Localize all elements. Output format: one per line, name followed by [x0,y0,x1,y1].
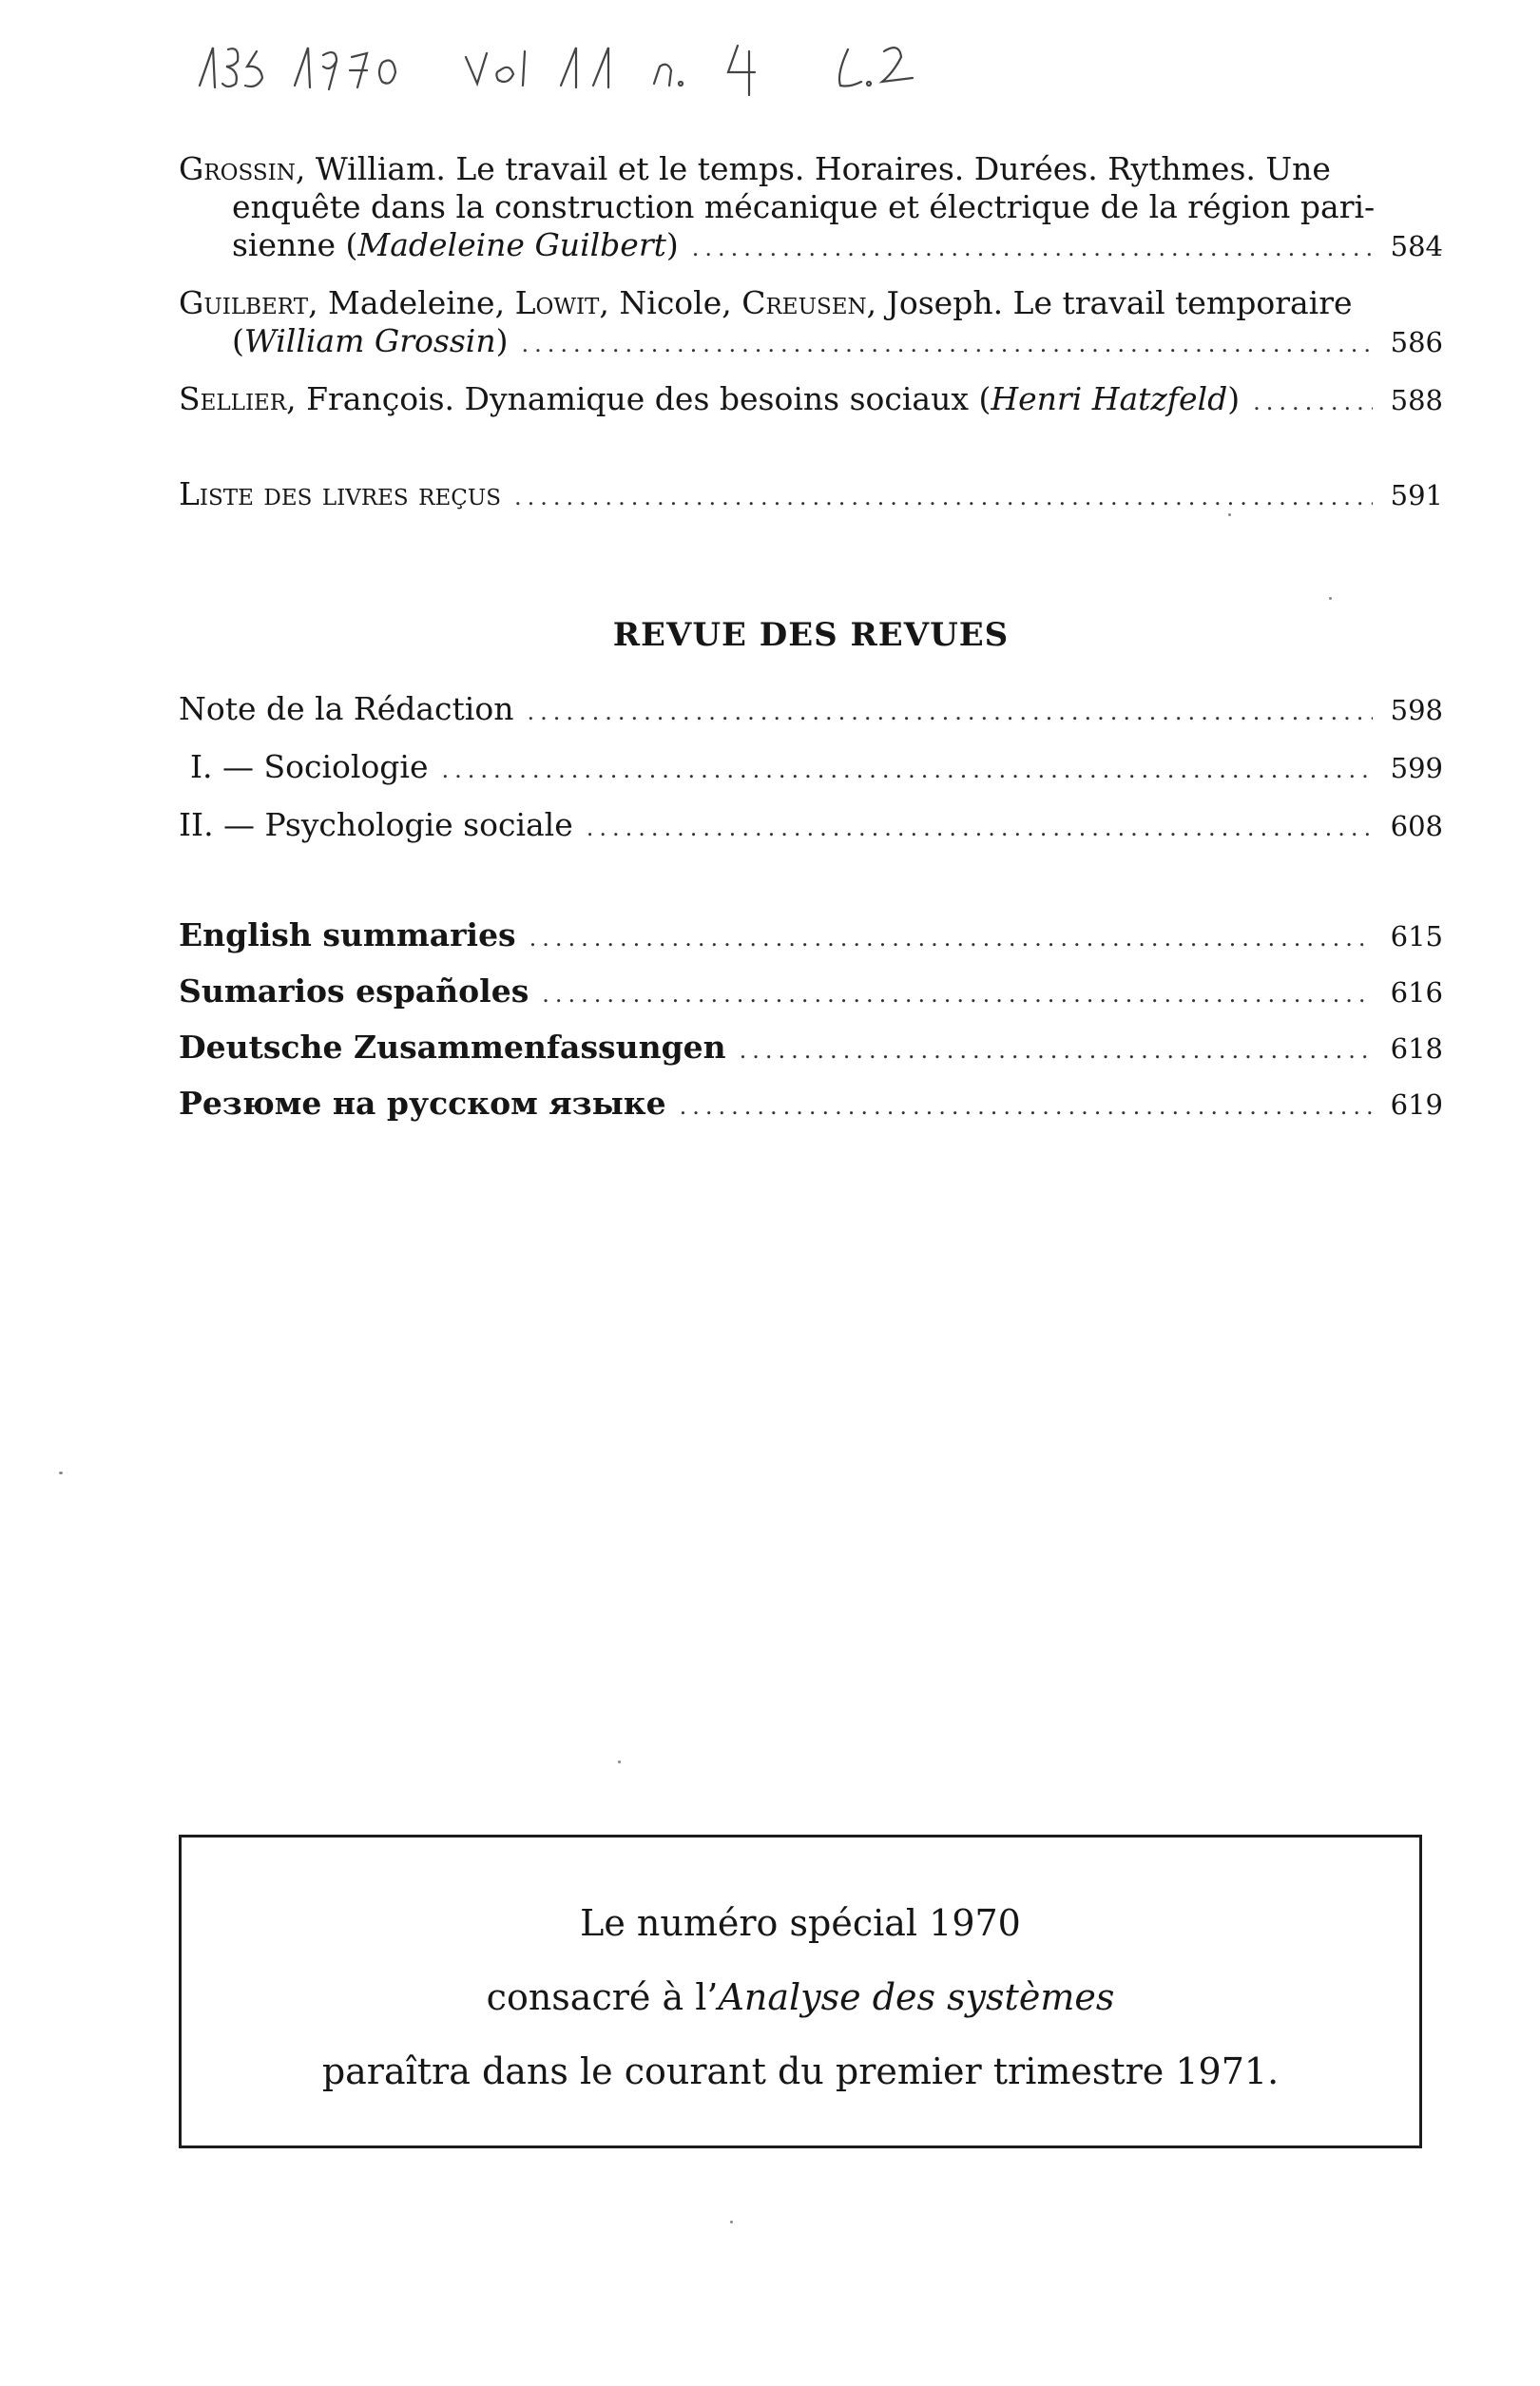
page-number: 598 [1390,694,1443,726]
notice-line [182,1976,1419,2018]
special-issue-notice [179,1835,1422,2148]
page-number: 618 [1390,1032,1443,1065]
entry-text: , Nicole, [599,284,742,321]
page-number: 586 [1390,326,1443,358]
scan-speck [1228,513,1231,516]
entry-text: ) [1227,380,1241,417]
reviewer-name: William Grossin [243,322,496,359]
entry-label: Note de la Rédaction [179,690,514,727]
entry-guilbert [179,284,1443,363]
entry-label: English summaries [179,916,516,953]
entry-line [179,380,1443,421]
revue-entries [179,690,1443,847]
page-number: 616 [1390,976,1443,1009]
page-number: 608 [1390,810,1443,842]
entry-line [179,916,1443,957]
entry-line [179,748,1443,789]
entry-text: enquête dans la construction mécanique et électrique de la région pari- [232,188,1376,225]
author-name: Lowit [514,284,600,321]
dot-leader [680,1087,1373,1126]
dot-leader [527,693,1373,731]
entry-text: , Joseph. Le travail temporaire [866,284,1353,321]
entry-line [179,1029,1443,1069]
dot-leader [521,325,1373,363]
reviewer-name: Madeleine Guilbert [357,226,666,263]
handwritten-note-scribble [181,29,1321,114]
dot-leader [529,919,1373,957]
entry-text: , Madeleine, [308,284,515,321]
entry-grossin [179,150,1443,267]
reviewer-name: Henri Hatzfeld [991,380,1228,417]
page-number: 584 [1390,230,1443,262]
notice-italic-text: Analyse des systèmes [718,1976,1115,2018]
dot-leader [1253,383,1373,421]
scan-speck [618,1761,621,1763]
entry-line [179,806,1443,847]
entry-line [179,1085,1443,1126]
entry-label: Deutsche Zusammenfassungen [179,1029,726,1066]
scan-speck [59,1472,63,1474]
entry-line [179,188,1443,226]
notice-line: paraîtra dans le courant du premier trimestre 1971. [321,2050,1280,2092]
notice-line: Le numéro spécial 1970 [580,1902,1021,1944]
books-received-entry [179,475,1443,516]
page-number: 615 [1390,920,1443,952]
entry-text: William. Le travail et le temps. Horaires. Durées. Rythmes. Une [315,150,1331,187]
author-name: Guilbert [179,284,309,321]
entry-label: II. — Psychologie sociale [179,806,573,843]
notice-text: consacré à l’ [486,1976,719,2018]
dot-leader [442,751,1373,789]
entry-line [179,284,1443,322]
author-name: Creusen [741,284,867,321]
entry-line [179,475,1443,516]
dot-leader [514,478,1373,516]
summaries-list [179,916,1443,1126]
entry-label: I. — Sociologie [190,748,429,785]
entry-line [179,972,1443,1013]
entry-label: Sumarios españoles [179,972,529,1010]
page-number: 588 [1390,384,1443,416]
entry-text: ) [665,226,679,263]
entry-text: sienne ( [232,226,358,263]
entry-line [179,226,1443,267]
author-name: Grossin [179,150,296,187]
entry-label: Резюме на русском языке [179,1085,666,1122]
scan-speck [730,2221,733,2223]
author-name: Sellier [179,380,287,417]
review-entries [179,150,1443,421]
page-number: 599 [1390,752,1443,784]
dot-leader [692,229,1373,267]
dot-leader [740,1031,1373,1069]
entry-sellier [179,380,1443,421]
scan-speck [1329,597,1332,600]
dot-leader [587,809,1373,847]
entry-line: Grossin, William. Le travail et le temps. Horaires. Durées. Rythmes. Une [179,150,1331,187]
entry-line [179,322,1443,363]
page-number: 591 [1390,479,1443,511]
handwritten-note [181,29,1321,114]
entry-text: ( [232,322,244,359]
page-number: 619 [1390,1088,1443,1121]
entry-text: ) [495,322,509,359]
section-heading: REVUE DES REVUES [612,616,1010,654]
dot-leader [542,975,1373,1013]
entry-line [179,690,1443,731]
entry-label: Liste des livres reçus [179,475,502,512]
entry-text: , François. Dynamique des besoins sociaux ( [286,380,991,417]
